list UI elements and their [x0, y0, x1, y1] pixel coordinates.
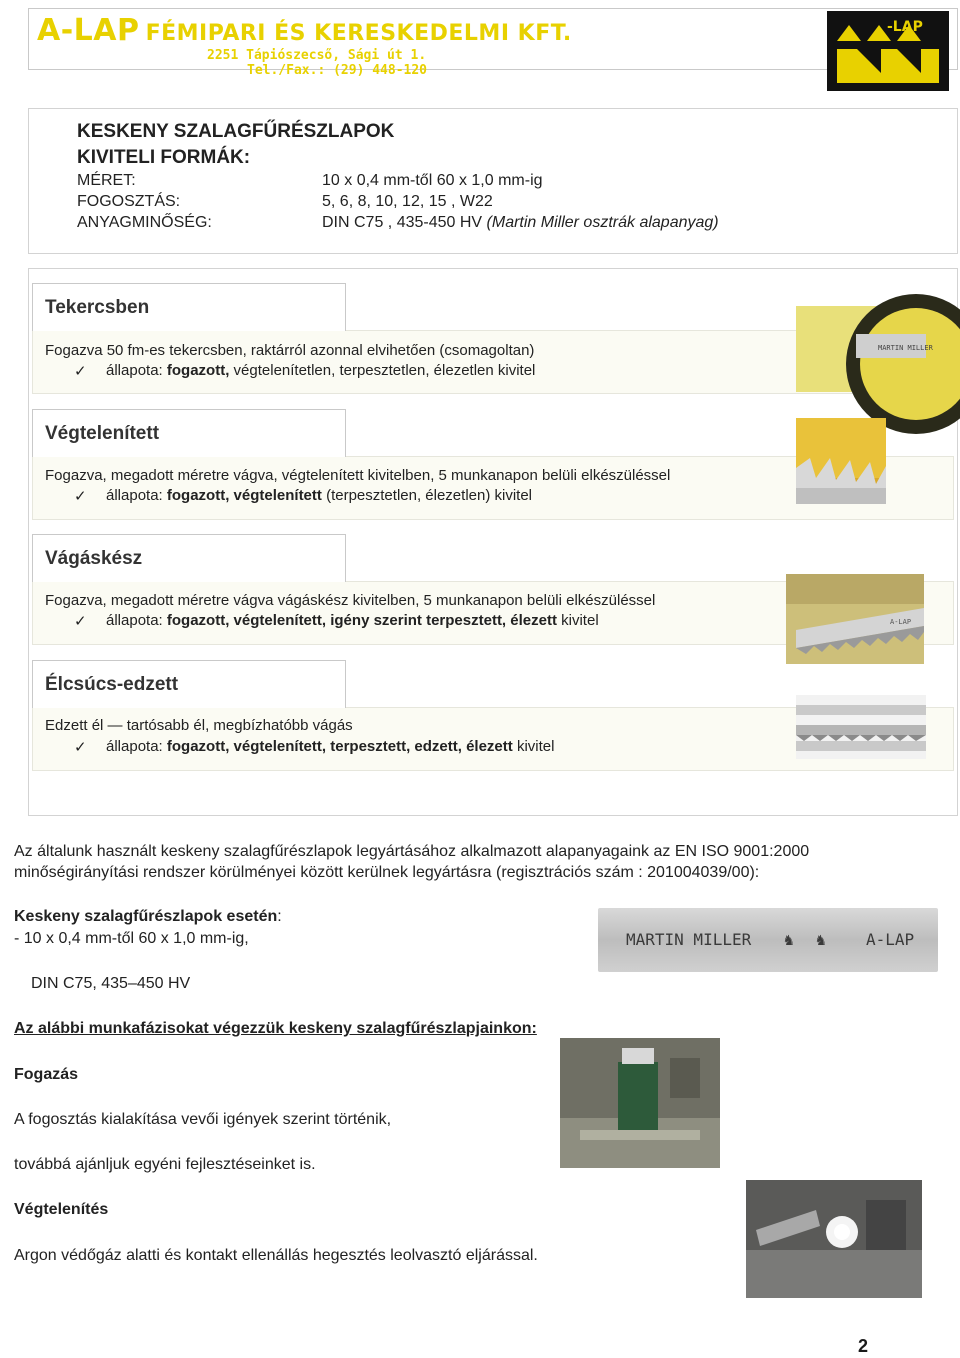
company-phone: Tel./Fax.: (29) 448-120	[247, 63, 428, 78]
phases-heading: Az alábbi munkafázisokat végezzük keskeny szalagfűrészlapjainkon:	[14, 1020, 537, 1037]
toothing-machine-photo	[560, 1038, 720, 1168]
tab-title: Végtelenített	[45, 423, 160, 444]
spec-subtitle: KIVITELI FORMÁK:	[77, 147, 251, 168]
company-name-full: FÉMIPARI ÉS KERESKEDELMI KFT.	[145, 21, 572, 46]
section-state: állapota: fogazott, végtelenített (terpesztetlen, élezetlen) kivitel	[106, 487, 533, 504]
page-number: 2	[857, 1336, 868, 1356]
section-desc: Edzett él — tartósabb él, megbízhatóbb vágás	[45, 717, 353, 734]
company-name	[37, 13, 572, 48]
section-desc: Fogazva, megadott méretre vágva, végtelenített kivitelben, 5 munkanapon belüli elkészüléssel	[45, 467, 671, 484]
company-name-short: A-LAP	[37, 13, 140, 48]
vegtelenites-text: Argon védőgáz alatti és kontakt ellenállás hegesztés leolvasztó eljárással.	[14, 1247, 538, 1264]
spec-title: KESKENY SZALAGFŰRÉSZLAPOK	[77, 121, 395, 142]
spec-value-size: 10 x 0,4 mm-től 60 x 1,0 mm-ig	[322, 172, 543, 189]
fogazas-heading: Fogazás	[14, 1066, 79, 1083]
welding-photo	[746, 1180, 922, 1298]
material-grade: DIN C75, 435–450 HV	[31, 975, 191, 992]
section-state: állapota: fogazott, végtelenített, igény szerint terpesztett, élezett kivitel	[106, 612, 599, 629]
company-contact	[207, 48, 427, 78]
section-desc: Fogazva 50 fm-es tekercsben, raktárról azonnal elvihetően (csomagoltan)	[45, 342, 535, 359]
check-icon: ✓	[74, 613, 87, 630]
logo-text: -LAP	[887, 19, 923, 35]
spec-box	[28, 108, 958, 254]
tab-title: Élcsúcs-edzett	[45, 674, 179, 695]
tab-vagaskesz	[32, 534, 346, 582]
spec-label-size: MÉRET:	[77, 172, 136, 189]
spec-label-material: ANYAGMINŐSÉG:	[77, 214, 212, 231]
vegtelenites-heading: Végtelenítés	[14, 1201, 109, 1218]
spec-value-pitch: 5, 6, 8, 10, 12, 15 , W22	[322, 193, 493, 210]
section-desc: Fogazva, megadott méretre vágva vágáskész kivitelben, 5 munkanapon belüli elkészüléssel	[45, 592, 656, 609]
tab-title: Tekercsben	[45, 297, 150, 318]
endless-saw-photo	[796, 418, 886, 504]
company-address: 2251 Tápiószecső, Sági út 1.	[207, 48, 427, 63]
letterhead	[28, 8, 958, 78]
tab-vegtelenitett	[32, 409, 346, 457]
check-icon: ✓	[74, 739, 87, 756]
section-state: állapota: fogazott, végtelenített, terpesztett, edzett, élezett kivitel	[106, 738, 555, 755]
plate-deer-icon: ♞	[784, 930, 794, 949]
spec-value-material-origin: (Martin Miller osztrák alapanyag)	[486, 214, 719, 231]
alap-logo-icon	[827, 11, 949, 91]
plate-text-brand: MARTIN MILLER	[626, 930, 752, 949]
martin-miller-plate-photo	[598, 908, 938, 972]
paragraph-iso-line2: minőségirányítási rendszer körülményei között kerülnek legyártásra (regisztrációs szám : 201004039/00):	[14, 864, 760, 881]
coil-saw-photo	[796, 306, 933, 392]
svg-text:A-LAP: A-LAP	[890, 618, 912, 626]
hardened-saw-photo	[796, 695, 926, 759]
check-icon: ✓	[74, 363, 87, 380]
spec-label-pitch: FOGOSZTÁS:	[77, 193, 181, 210]
ready-saw-photo	[786, 574, 924, 664]
tab-title: Vágáskész	[45, 548, 143, 569]
plate-deer-icon-2: ♞	[816, 930, 826, 949]
svg-text:MARTIN MILLER: MARTIN MILLER	[878, 344, 933, 352]
size-range: - 10 x 0,4 mm-től 60 x 1,0 mm-ig,	[14, 930, 249, 947]
check-icon: ✓	[74, 488, 87, 505]
fogazas-text-line2: továbbá ajánljuk egyéni fejlesztéseinket is.	[14, 1156, 316, 1173]
keskeny-heading: Keskeny szalagfűrészlapok esetén:	[14, 908, 282, 925]
tab-elcsucs-edzett	[32, 660, 346, 708]
fogazas-text-line1: A fogosztás kialakítása vevői igények szerint történik,	[14, 1111, 392, 1128]
spec-value-material	[322, 214, 719, 232]
plate-text-alap: A-LAP	[866, 930, 915, 949]
section-state: állapota: fogazott, végtelenítetlen, terpesztetlen, élezetlen kivitel	[106, 362, 536, 379]
tab-tekercsben	[32, 283, 346, 331]
spec-value-material-main: DIN C75 , 435-450 HV	[322, 214, 483, 231]
paragraph-iso-line1: Az általunk használt keskeny szalagfűrészlapok legyártásához alkalmazott alapanyagaink az EN ISO 9001:2000	[14, 843, 810, 860]
